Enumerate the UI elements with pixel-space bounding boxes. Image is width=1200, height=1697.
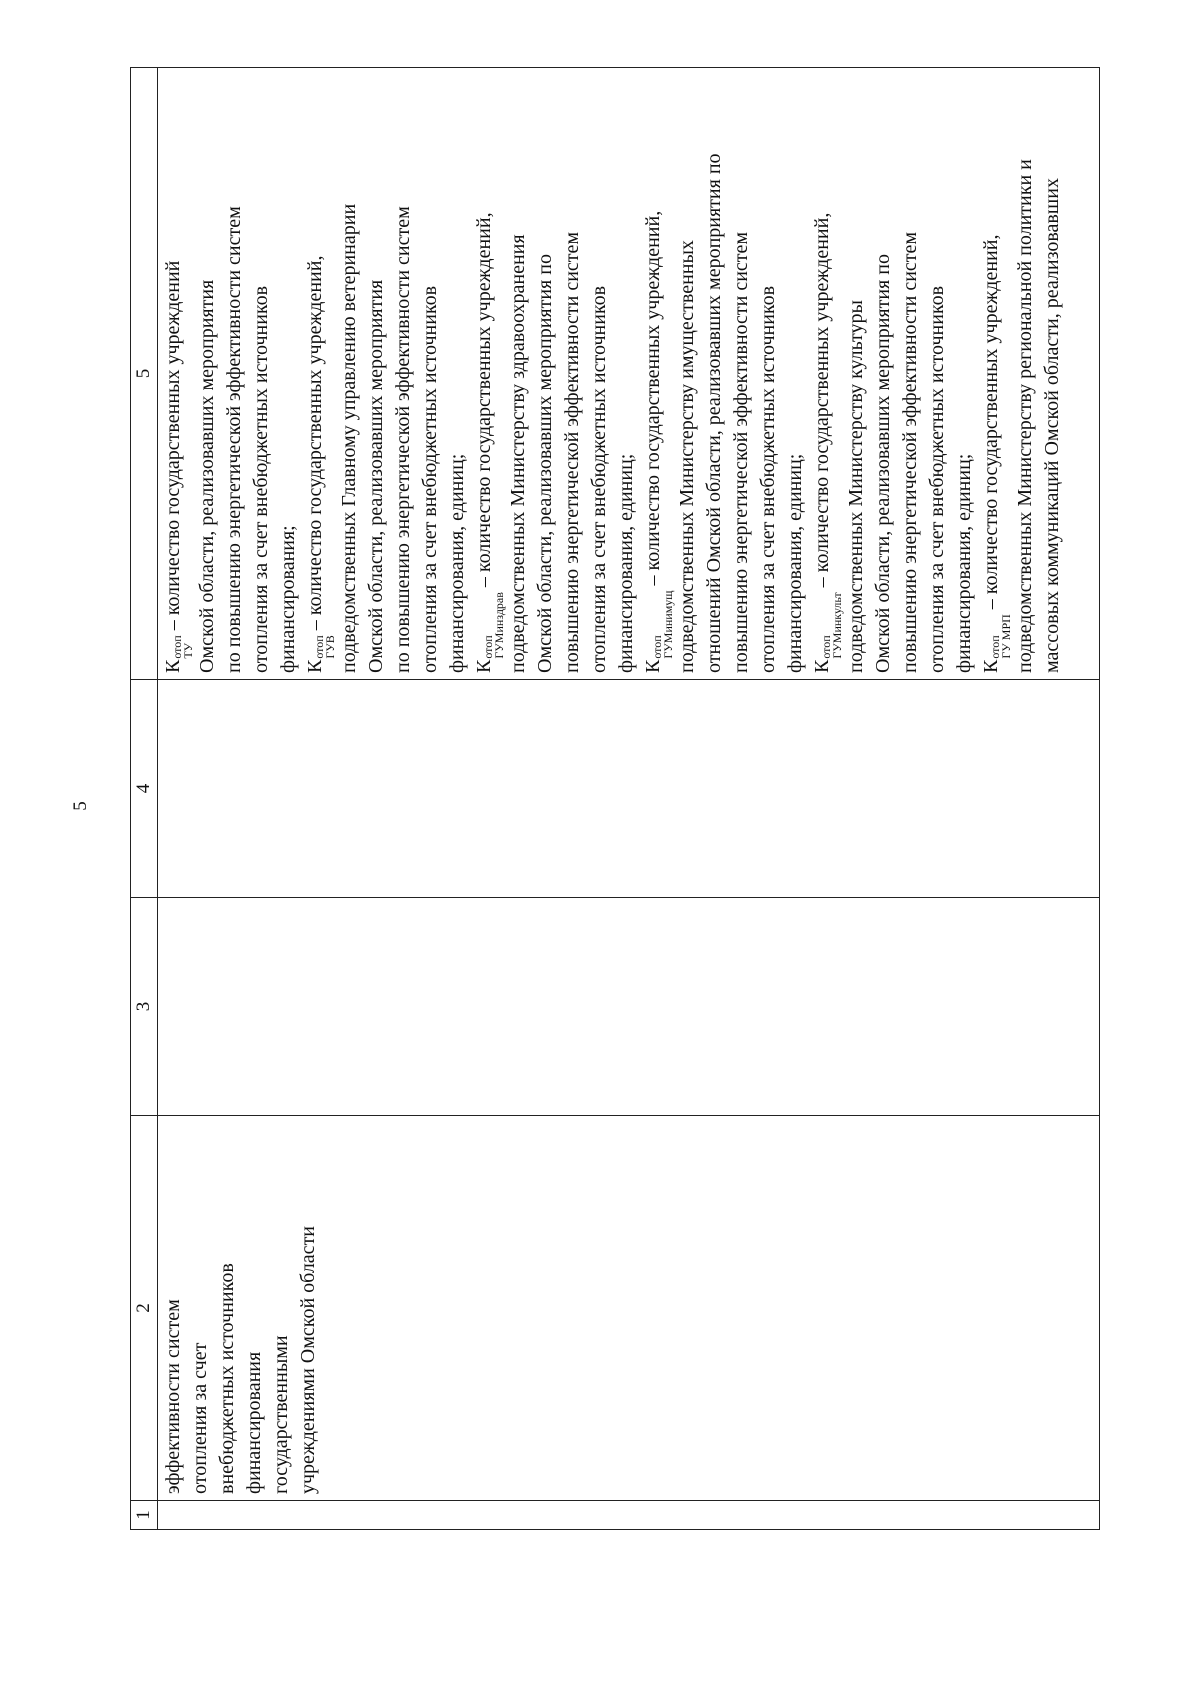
cell-col-1	[158, 1501, 1100, 1530]
col5-line	[613, 74, 640, 673]
coefficient-superscript: отоп	[650, 635, 664, 659]
table-row	[158, 68, 1100, 1530]
cell-col-2	[158, 1116, 1100, 1501]
col5-line	[897, 74, 924, 673]
coefficient-symbol	[980, 614, 1013, 673]
table-header-row	[131, 68, 158, 1530]
col5-line	[674, 74, 701, 673]
col5-line	[586, 74, 613, 673]
coefficient-subscript: ТУ	[181, 642, 195, 659]
coefficient-subscript: ГУМинимущ	[661, 590, 675, 659]
col5-line	[160, 74, 194, 673]
col5-line	[870, 74, 897, 673]
col5-line	[951, 74, 978, 673]
col5-text: – количество государственных учреждений	[162, 260, 184, 636]
col5-line	[417, 74, 444, 673]
col5-text: отопления за счет внебюджетных источников	[588, 285, 610, 673]
coefficient-subscript: ГУ МРП	[999, 614, 1013, 659]
col5-line	[505, 74, 532, 673]
rotated-table-wrapper	[130, 68, 1100, 1530]
col5-text: подведомственных Министерству культуры	[845, 300, 867, 673]
col5-line	[336, 74, 363, 673]
coefficient-scripts	[314, 635, 336, 658]
coefficient-symbol	[304, 635, 337, 673]
col2-line: отопления за счет	[189, 1342, 211, 1494]
col5-text: – количество государственных учреждений,	[642, 210, 664, 591]
indicator-table	[130, 67, 1100, 1530]
coefficient-symbol	[473, 592, 506, 673]
cell-col-5	[158, 68, 1100, 680]
header-cell-3: 3	[131, 898, 158, 1116]
col5-line	[444, 74, 471, 673]
col5-line	[471, 74, 505, 673]
coefficient-subscript: ГУМинкульт	[830, 592, 844, 659]
col5-line	[532, 74, 559, 673]
col5-text: Омской области, реализовавших мероприятия	[196, 279, 218, 673]
coefficient-scripts	[990, 614, 1012, 658]
col2-line: внебюджетных источников	[216, 1263, 238, 1494]
col5-line	[755, 74, 782, 673]
col5-text: отопления за счет внебюджетных источников	[250, 285, 272, 673]
col5-text: подведомственных Министерству имущественных	[676, 240, 698, 673]
coefficient-superscript: отоп	[988, 635, 1002, 659]
coefficient-subscript: ГУВ	[323, 635, 337, 659]
coefficient-letter: К	[642, 659, 664, 673]
col5-text: по повышению энергетической эффективности систем	[392, 206, 414, 673]
col5-line	[809, 74, 843, 673]
col5-text: финансирования, единиц;	[784, 453, 806, 673]
col5-text: подведомственных Главному управлению ветеринарии	[338, 203, 360, 673]
col5-line	[248, 74, 275, 673]
col5-text: – количество государственных учреждений,	[473, 212, 495, 593]
coefficient-superscript: отоп	[170, 635, 184, 659]
coefficient-letter: К	[980, 659, 1002, 673]
col2-line: учреждениями Омской области	[297, 1225, 319, 1494]
cell-col-3	[158, 898, 1100, 1116]
page-number: 5	[69, 801, 91, 811]
coefficient-letter: К	[811, 659, 833, 673]
col5-text: – количество государственных учреждений,	[304, 255, 326, 636]
col5-line	[302, 74, 336, 673]
col5-line	[701, 74, 728, 673]
header-cell-2: 2	[131, 1116, 158, 1501]
col5-text: отопления за счет внебюджетных источников	[419, 285, 441, 673]
coefficient-superscript: отоп	[481, 635, 495, 659]
col5-line	[728, 74, 755, 673]
col5-line	[1012, 74, 1039, 673]
coefficient-scripts	[652, 590, 674, 658]
col5-text: по повышению энергетической эффективности систем	[223, 206, 245, 673]
col5-line	[194, 74, 221, 673]
col5-line	[390, 74, 417, 673]
coefficient-superscript: отоп	[312, 635, 326, 659]
col5-line	[363, 74, 390, 673]
col5-text: Омской области, реализовавших мероприятия по	[872, 254, 894, 673]
col2-line: эффективности систем	[162, 1299, 184, 1494]
col5-text: финансирования;	[277, 525, 299, 673]
col5-text: финансирования, единиц;	[615, 453, 637, 673]
coefficient-superscript: отоп	[819, 635, 833, 659]
col5-text: повышению энергетической эффективности систем	[730, 231, 752, 673]
col2-line: финансирования	[243, 1351, 265, 1494]
col5-text: финансирования, единиц;	[953, 453, 975, 673]
col5-text: – количество государственных учреждений,	[980, 234, 1002, 615]
col5-line	[924, 74, 951, 673]
col5-text: отопления за счет внебюджетных источников	[926, 285, 948, 673]
col5-line	[275, 74, 302, 673]
coefficient-letter: К	[473, 659, 495, 673]
col5-text: повышению энергетической эффективности систем	[899, 231, 921, 673]
col5-text: подведомственных Министерству региональной политики и	[1014, 159, 1036, 673]
coefficient-scripts	[172, 635, 194, 658]
col5-text: – количество государственных учреждений,	[811, 212, 833, 593]
coefficient-letter: К	[162, 659, 184, 673]
coefficient-symbol	[642, 590, 675, 673]
col5-line	[221, 74, 248, 673]
col5-line	[1039, 74, 1066, 673]
col5-text: повышению энергетической эффективности систем	[561, 231, 583, 673]
header-cell-1: 1	[131, 1501, 158, 1530]
col5-text: отопления за счет внебюджетных источников	[757, 285, 779, 673]
coefficient-symbol	[162, 635, 195, 673]
coefficient-scripts	[821, 592, 843, 658]
col5-line	[559, 74, 586, 673]
col5-text: отношений Омской области, реализовавших мероприятия по	[703, 153, 725, 673]
col5-text: Омской области, реализовавших мероприятия	[365, 279, 387, 673]
col5-text: массовых коммуникаций Омской области, реализовавших	[1041, 178, 1063, 673]
cell-col-4	[158, 680, 1100, 898]
col5-line	[843, 74, 870, 673]
col5-line	[782, 74, 809, 673]
coefficient-symbol	[811, 592, 844, 673]
coefficient-letter: К	[304, 659, 326, 673]
header-cell-4: 4	[131, 680, 158, 898]
coefficient-scripts	[483, 592, 505, 659]
col2-line: государственными	[270, 1335, 292, 1494]
col5-text: Омской области, реализовавших мероприятия по	[534, 254, 556, 673]
col5-line	[640, 74, 674, 673]
header-cell-5: 5	[131, 68, 158, 680]
col5-text: подведомственных Министерству здравоохранения	[507, 234, 529, 673]
coefficient-subscript: ГУМинздрав	[492, 592, 506, 659]
col5-text: финансирования, единиц;	[446, 453, 468, 673]
col5-line	[978, 74, 1012, 673]
